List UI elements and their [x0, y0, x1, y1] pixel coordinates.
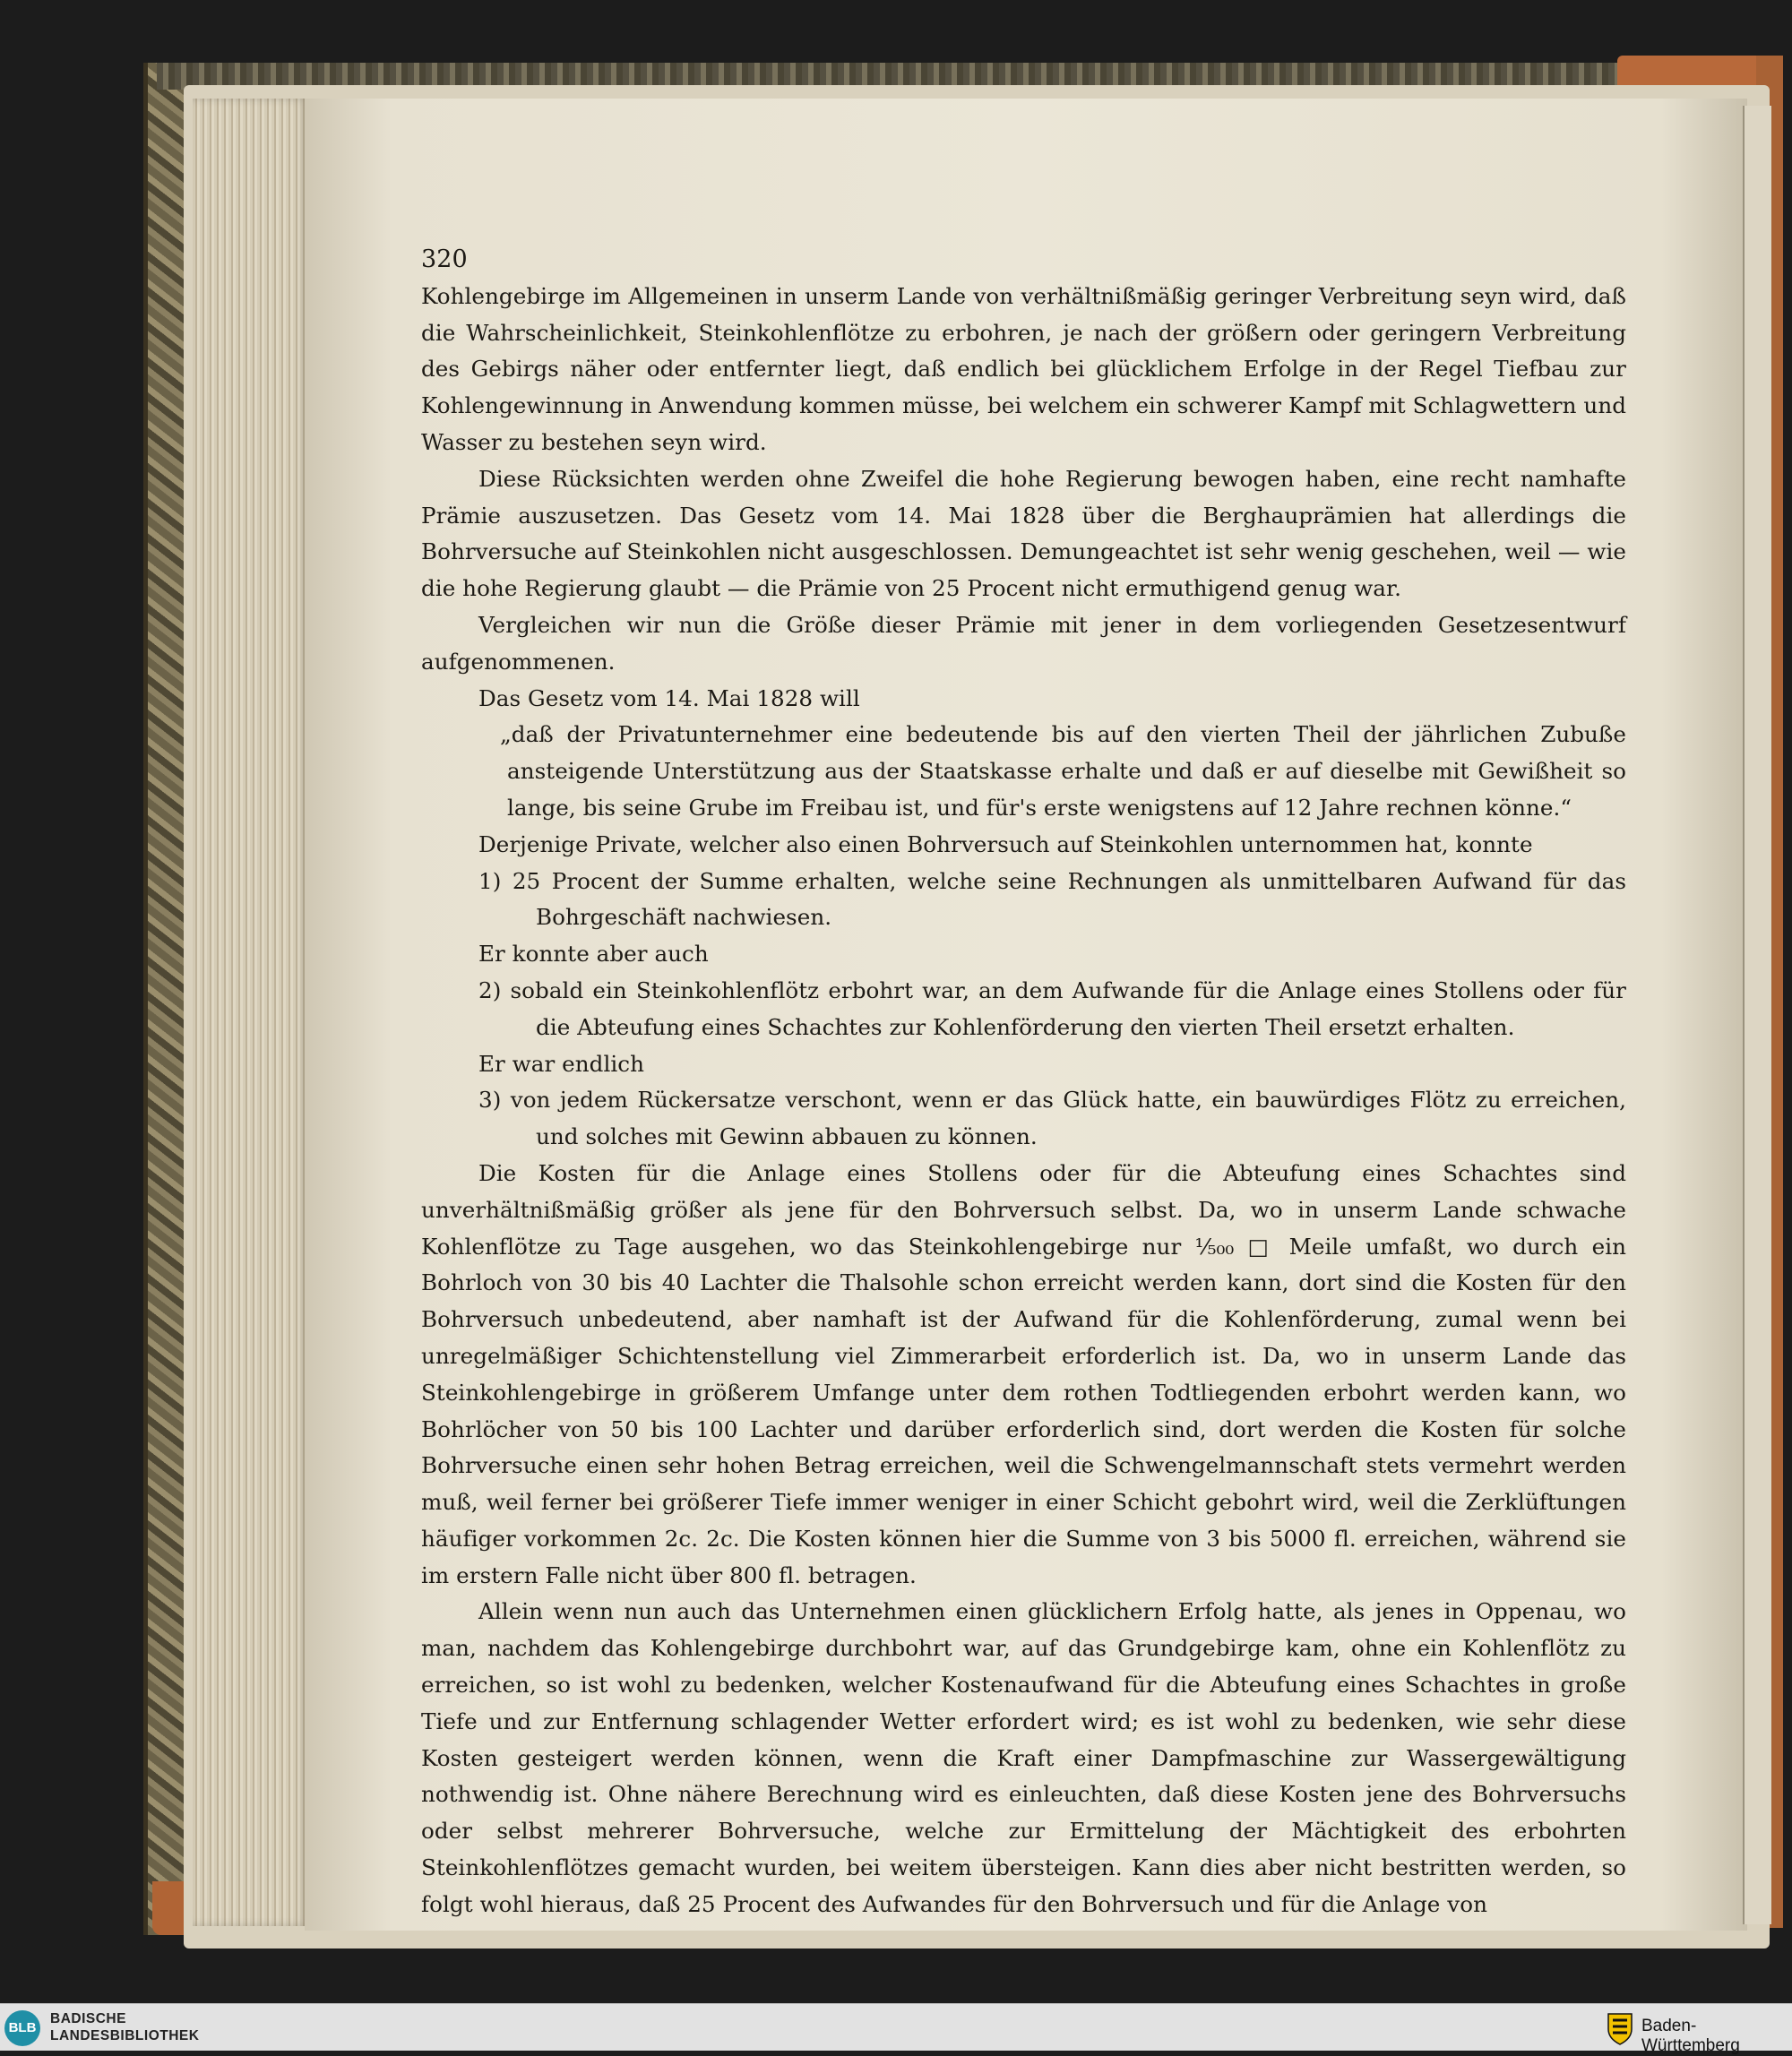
library-name-line1: BADISCHE: [50, 2011, 126, 2026]
facing-page-edge: [1743, 106, 1771, 1924]
library-name-line2: LANDESBIBLIOTHEK: [50, 2028, 200, 2043]
paragraph: Er war endlich: [478, 1050, 644, 1077]
list-item: 3) von jedem Rückersatze verschont, wenn er das Glück hatte, ein bauwürdiges Flötz zu erreichen, und solches mit Gewinn abbauen zu können.: [478, 1087, 1626, 1150]
paragraph: Allein wenn nun auch das Unternehmen einen glücklichern Erfolg hatte, als jenes in Oppenau, wo man, nachdem das Kohlengebirge durchbohrt war, auf das Grundgebirge kam, ohne ein Kohlenflötz zu erreichen, so ist wohl zu bedenken, welcher Kostenaufwand für die Abteufung eines Schachtes in große Tiefe und zur Entfernung schlagender Wetter erfordert wird; es ist wohl zu bedenken, wie sehr diese Kosten gesteigert werden können, wenn die Kraft einer Dampfmaschine zur Wassergewältigung nothwendig ist. Ohne nähere Berechnung wird es einleuchten, daß diese Kosten jene des Bohrversuchs oder selbst mehrerer Bohrversuche, welche zur Ermittelung der Mächtigkeit des erbohrten Steinkohlenflötzes gemacht wurden, bei weitem übersteigen. Kann dies aber nicht bestritten werden, so folgt wohl hieraus, daß 25 Procent des Aufwandes für den Bohrversuch und für die Anlage von: [421, 1598, 1626, 1917]
page-stack-edge: [193, 99, 309, 1926]
page-text: [421, 242, 1626, 1923]
library-name[interactable]: [50, 2010, 199, 2044]
paragraph: Vergleichen wir nun die Größe dieser Prämie mit jener in dem vorliegenden Gesetzesentwurf aufgenommenen.: [421, 611, 1626, 675]
footer-bar: [0, 2003, 1792, 2055]
paragraph: Derjenige Private, welcher also einen Bohrversuch auf Steinkohlen unternommen hat, konnte: [478, 830, 1533, 857]
coat-of-arms-icon: [1606, 2011, 1634, 2045]
list-item: 2) sobald ein Steinkohlenflötz erbohrt war, an dem Aufwande für die Anlage eines Stollens oder für die Abteufung eines Schachtes zur Kohlenförderung den vierten Theil ersetzt erhalten.: [478, 976, 1626, 1040]
blb-logo-icon[interactable]: BLB: [4, 2010, 40, 2046]
paragraph: Kohlengebirge im Allgemeinen in unserm Lande von verhältnißmäßig geringer Verbreitung seyn wird, daß die Wahrscheinlichkeit, Steinkohlenflötze zu erbohren, je nach der größern oder geringern Verbreitung des Gebirgs näher oder entfernter liegt, daß endlich bei glücklichem Erfolge in der Regel Tiefbau zur Kohlengewinnung in Anwendung kommen müsse, bei welchem ein schwerer Kampf mit Schlagwettern und Wasser zu bestehen seyn wird.: [421, 282, 1626, 455]
quote-block: „daß der Privatunternehmer eine bedeutende bis auf den vierten Theil der jährlichen Zubuße ansteigende Unterstützung aus der Staatskasse erhalte und daß er auf dieselbe mit Gewißheit so lange, bis seine Grube im Freibau ist, und für's erste wenigstens auf 12 Jahre rechnen könne.“: [500, 721, 1626, 821]
partner-name[interactable]: Baden-Württemberg: [1641, 2017, 1740, 2055]
list-item: 1) 25 Procent der Summe erhalten, welche seine Rechnungen als unmittelbaren Aufwand für das Bohrgeschäft nachwiesen.: [478, 867, 1626, 931]
paragraph: Das Gesetz vom 14. Mai 1828 will: [478, 684, 860, 711]
paragraph: Die Kosten für die Anlage eines Stollens oder für die Abteufung eines Schachtes sind unverhältnißmäßig größer als jene für den Bohrversuch selbst. Da, wo in unserm Lande schwache Kohlenflötze zu Tage ausgehen, wo das Steinkohlengebirge nur ¹⁄₅₀₀ □ Meile umfaßt, wo durch ein Bohrloch von 30 bis 40 Lachter die Thalsohle schon erreicht werden kann, dort sind die Kosten für den Bohrversuch unbedeutend, aber namhaft ist der Aufwand für die Kohlenförderung, zumal wenn bei unregelmäßiger Schichtenstellung viel Zimmerarbeit erforderlich ist. Da, wo in unserm Lande das Steinkohlengebirge in größerem Umfange unter dem rothen Todtliegenden erbohrt werden kann, wo Bohrlöcher von 50 bis 100 Lachter und darüber erforderlich sind, dort werden die Kosten für solche Bohrversuche einen sehr hohen Betrag erreichen, weil die Schwengelmannschaft stets vermehrt werden muß, weil ferner bei größerer Tiefe immer weniger in einer Schicht gebohrt wird, weil die Zerklüftungen häufiger vorkommen 2c. 2c. Die Kosten können hier die Summe von 3 bis 5000 fl. erreichen, während sie im erstern Falle nicht über 800 fl. betragen.: [421, 1159, 1626, 1588]
page-number: 320: [421, 245, 468, 273]
paragraph: Er konnte aber auch: [478, 941, 709, 968]
paragraph: Diese Rücksichten werden ohne Zweifel die hohe Regierung bewogen haben, eine recht namhafte Prämie auszusetzen. Das Gesetz vom 14. Mai 1828 über die Berghauprämien hat allerdings die Bohrversuche auf Steinkohlen nicht ausgeschlossen. Demungeachtet ist sehr wenig geschehen, weil — wie die hohe Regierung glaubt — die Prämie von 25 Procent nicht ermuthigend genug war.: [421, 465, 1626, 602]
